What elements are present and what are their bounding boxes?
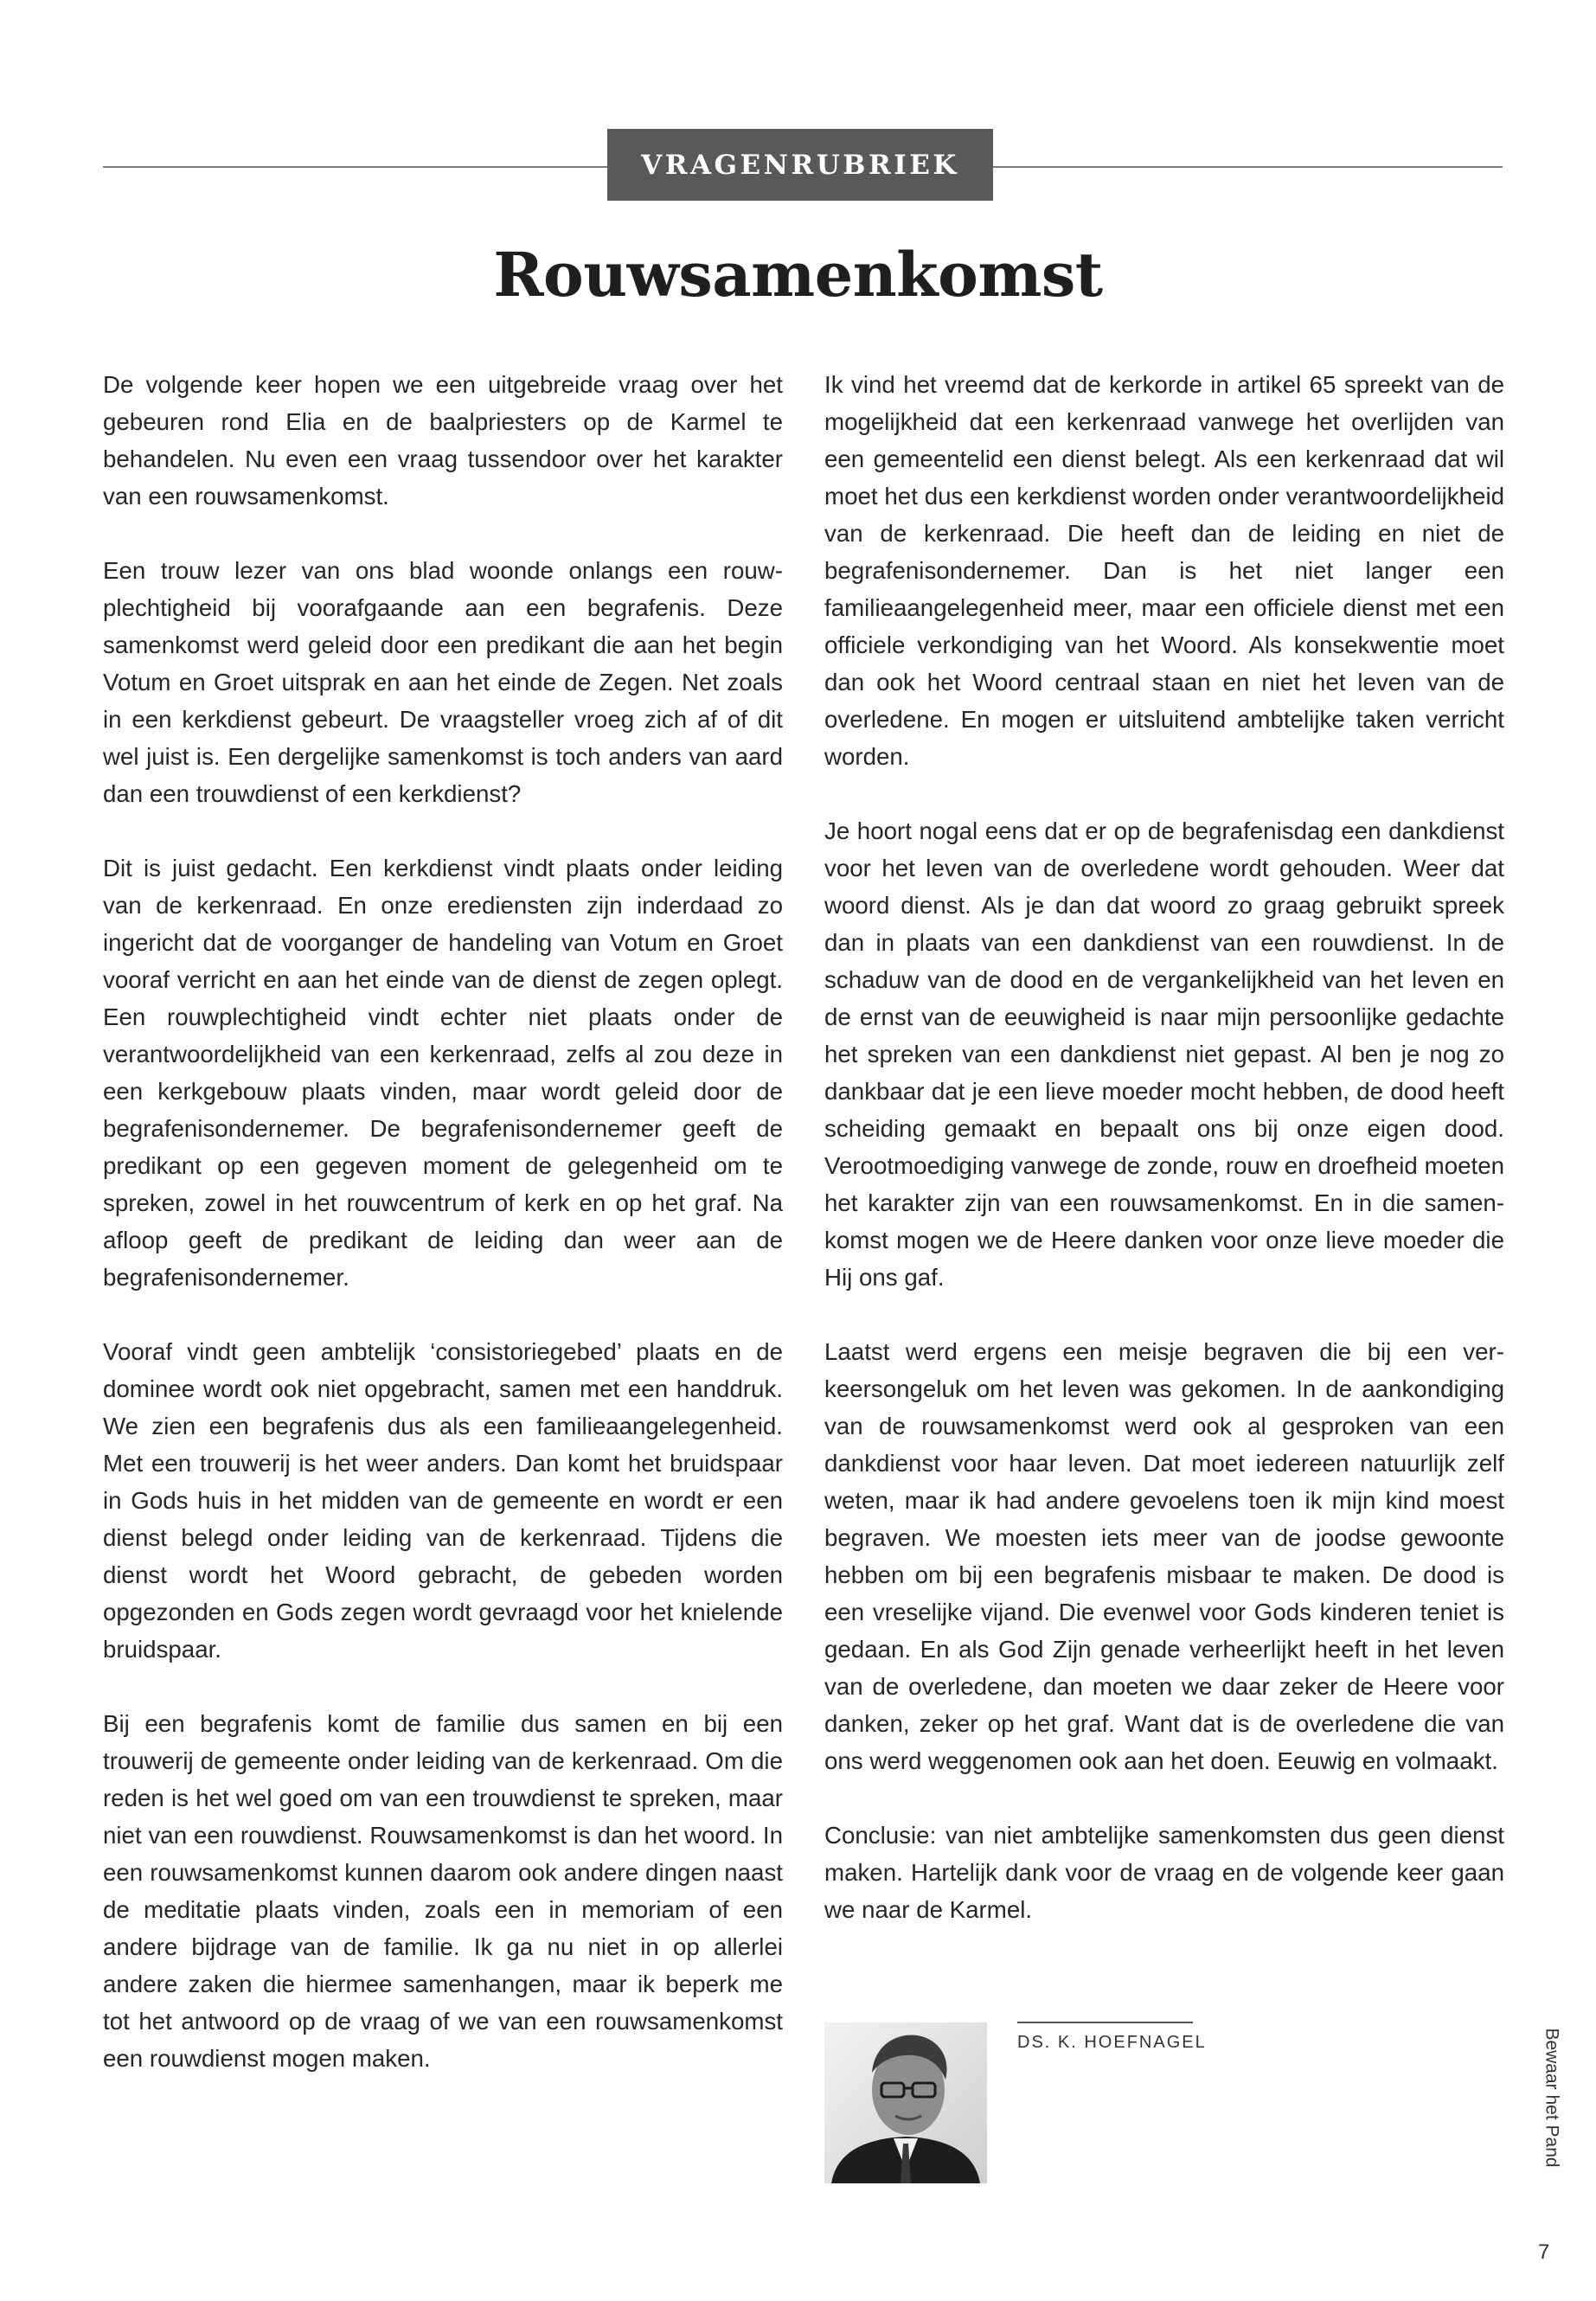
- paragraph: Laatst werd ergens een meisje begraven die bij een verkeersongeluk om het leven was gekomen. In de aankondiging van de rouwsamenkomst werd ook al gesproken van een dankdienst voor haar leven. Dat moet iedereen natuurlijk zelf weten, maar ik had andere gevoelens toen ik mijn kind moest begraven. We moesten iets meer van de joodse gewoonte hebben om bij een begrafenis misbaar te maken. De dood is een vreselijke vijand. Die evenwel voor Gods kinderen teniet is gedaan. En als God Zijn genade verheerlijkt heeft in het leven van de overledene, dan moeten we daar zeker de Heere voor danken, zeker op het graf. Want dat is de overledene die van ons werd weggenomen ook aan het doen. Eeuwig en volmaakt.: [824, 1338, 1504, 1774]
- paragraph: Ik vind het vreemd dat de kerkorde in artikel 65 spreekt van de mogelijkheid dat een kerkenraad vanwege het overlijden van een gemeentelid een dienst belegt. Als een kerkenraad dat wil moet het dus een kerkdienst worden onder verantwoordelijkheid van de kerkenraad. Die heeft dan de leiding en niet de begrafenisondernemer. Dan is het niet langer een familieaangelegenheid meer, maar een officiele dienst met een officiele verkondiging van het Woord. Als konsekwentie moet dan ook het Woord centraal staan en niet het leven van de overledene. En mogen er uitsluitend ambtelijke taken verricht worden.: [824, 371, 1504, 770]
- magazine-name: [1535, 2011, 1569, 2184]
- paragraph: Je hoort nogal eens dat er op de begrafenisdag een dankdienst voor het leven van de overledene wordt gehouden. Weer dat woord dienst. Als je dan dat woord zo graag gebruikt spreek dan in plaats van een dankdienst van een rouwdienst. In de schaduw van de dood en de vergankelijkheid van het leven en de ernst van de eeuwigheid is naar mijn persoonlijke gedachte het spreken van een dankdienst niet gepast. Al ben je nog zo dankbaar dat je een lieve moeder mocht hebben, de dood heeft scheiding gemaakt en bepaalt ons bij onze eigen dood. Verootmoediging vanwege de zonde, rouw en droefheid moeten het karakter zijn van een rouwsamenkomst. En in die samenkomst mogen we de Heere danken voor onze lieve moeder die Hij ons gaf.: [824, 817, 1504, 1291]
- paragraph: Een trouw lezer van ons blad woonde onlangs een rouwplechtigheid bij voorafgaande aan een begrafenis. Deze samenkomst werd geleid door een predikant die aan het begin Votum en Groet uitsprak en aan het einde de Zegen. Net zoals in een kerkdienst gebeurt. De vraagsteller vroeg zich af of dit wel juist is. Een dergelijke samenkomst is toch anders van aard dan een trouwdienst of een kerkdienst?: [103, 557, 783, 807]
- paragraph: Bij een begrafenis komt de familie dus samen en bij een trouwerij de gemeente onder leiding van de kerkenraad. Om die reden is het wel goed om van een trouwdienst te spreken, maar niet van een rouwdienst. Rouwsamenkomst is dan het woord. In een rouwsamenkomst kunnen daarom ook andere dingen naast de meditatie plaats vinden, zoals een in memoriam of een andere bijdrage van de familie. Ik ga nu niet in op allerlei andere zaken die hiermee samenhangen, maar ik beperk me tot het antwoord op de vraag of we van een rouwsamenkomst een rouwdienst mogen maken.: [103, 1710, 783, 2072]
- paragraph: Conclusie: van niet ambtelijke samenkomsten dus geen dienst maken. Hartelijk dank voor de vraag en de volgende keer gaan we naar de Karmel.: [824, 1822, 1504, 1923]
- header-rule-right: [993, 166, 1503, 168]
- header-rule-left: [103, 166, 607, 168]
- author-photo: [824, 2022, 987, 2183]
- paragraph: Dit is juist gedacht. Een kerkdienst vindt plaats onder leiding van de kerkenraad. En onze erediensten zijn inderdaad zo ingericht dat de voorganger de handeling van Votum en Groet vooraf verricht en aan het einde van de dienst de zegen oplegt. Een rouwplechtigheid vindt echter niet plaats onder de verantwoordelijkheid van een kerkenraad, zelfs al zou deze in een kerkgebouw plaats vinden, maar wordt geleid door de begrafenisondernemer. De begrafenisondernemer geeft de predikant op een gegeven moment de gelegenheid om te spreken, zowel in het rouwcentrum of kerk en op het graf. Na afloop geeft de predikant de leiding dan weer aan de begrafenisondernemer.: [103, 855, 783, 1291]
- paragraph: Vooraf vindt geen ambtelijk ‘consistoriegebed’ plaats en de dominee wordt ook niet opgebracht, samen met een handdruk. We zien een begrafenis dus als een familieaangelegenheid. Met een trouwerij is het weer anders. Dan komt het bruidspaar in Gods huis in het midden van de gemeente en wordt er een dienst belegd onder leiding van de kerkenraad. Tijdens die dienst wordt het Woord gebracht, de gebeden worden opgezonden en Gods zegen wordt gevraagd voor het knielende bruidspaar.: [103, 1338, 783, 1663]
- right-column: [824, 366, 1504, 1928]
- author-name: DS. K. HOEFNAGEL: [1017, 2033, 1207, 2052]
- signature-rule: [1017, 2022, 1193, 2023]
- article-title: Rouwsamenkomst: [493, 239, 1103, 311]
- magazine-name-text: Bewaar het Pand: [1542, 2028, 1563, 2168]
- left-column: [103, 366, 783, 2077]
- paragraph: De volgende keer hopen we een uitgebreide vraag over het gebeuren rond Elia en de baalpriesters op de Karmel te behandelen. Nu even een vraag tussendoor over het karakter van een rouwsamenkomst.: [103, 371, 783, 510]
- section-label: VRAGENRUBRIEK: [607, 129, 993, 201]
- page-number: 7: [1538, 2240, 1550, 2264]
